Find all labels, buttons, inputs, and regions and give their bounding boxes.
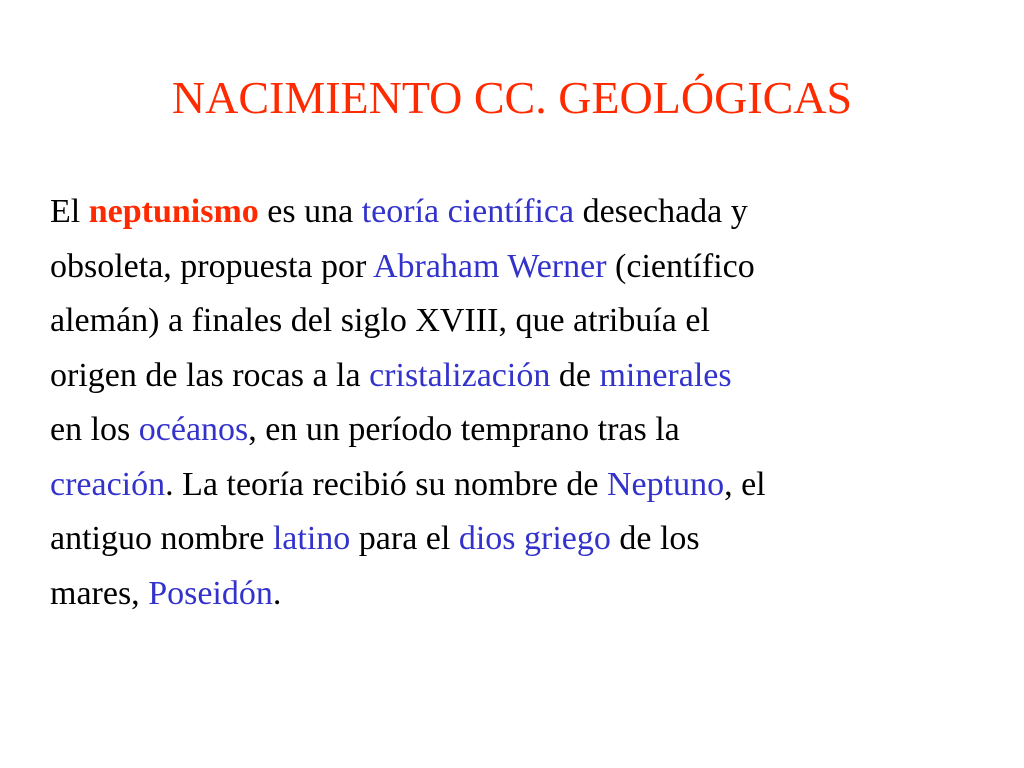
text-line (50, 567, 1015, 622)
link-abraham-werner[interactable]: Abraham Werner (372, 247, 607, 285)
text-line (50, 458, 1015, 513)
text-segment: , el (724, 465, 766, 503)
text-segment: obsoleta, propuesta por (50, 247, 373, 285)
text-line (50, 294, 1015, 349)
text-segment: , en un período temprano tras la (248, 411, 680, 448)
keyword-neptunismo: neptunismo (88, 193, 259, 230)
text-segment: . (272, 574, 282, 612)
link-minerales[interactable]: minerales (599, 356, 732, 394)
link-cristalizacion[interactable]: cristalización (369, 356, 551, 394)
text-segment: alemán) a finales del siglo XVIII, que atribuía el (50, 302, 710, 339)
text-segment: de los (610, 520, 700, 557)
link-latino[interactable]: latino (272, 520, 351, 557)
text-segment: El (50, 193, 89, 230)
text-segment: es una (258, 193, 362, 230)
body-paragraph (50, 185, 1015, 621)
text-line (50, 349, 1015, 404)
text-line (50, 512, 1015, 567)
link-dios-griego[interactable]: dios griego (458, 520, 611, 557)
text-segment: desechada y (574, 193, 748, 230)
text-segment: origen de las rocas a la (50, 356, 370, 394)
link-oceanos[interactable]: océanos (138, 411, 249, 448)
text-segment: antiguo nombre (50, 520, 273, 557)
text-line (50, 403, 1015, 458)
text-segment: (científico (606, 247, 755, 285)
link-poseidon[interactable]: Poseidón (148, 574, 273, 612)
link-teoria-cientifica[interactable]: teoría científica (361, 193, 575, 230)
link-creacion[interactable]: creación (50, 465, 166, 503)
text-segment: mares, (50, 574, 149, 612)
text-segment: . La teoría recibió su nombre de (165, 465, 607, 503)
slide-title: NACIMIENTO CC. GEOLÓGICAS (171, 72, 853, 123)
text-segment: para el (350, 520, 459, 557)
text-segment: en los (50, 411, 139, 448)
text-segment: de (550, 356, 600, 394)
text-line (50, 185, 1015, 240)
text-line (50, 240, 1015, 295)
link-neptuno[interactable]: Neptuno (606, 465, 725, 503)
